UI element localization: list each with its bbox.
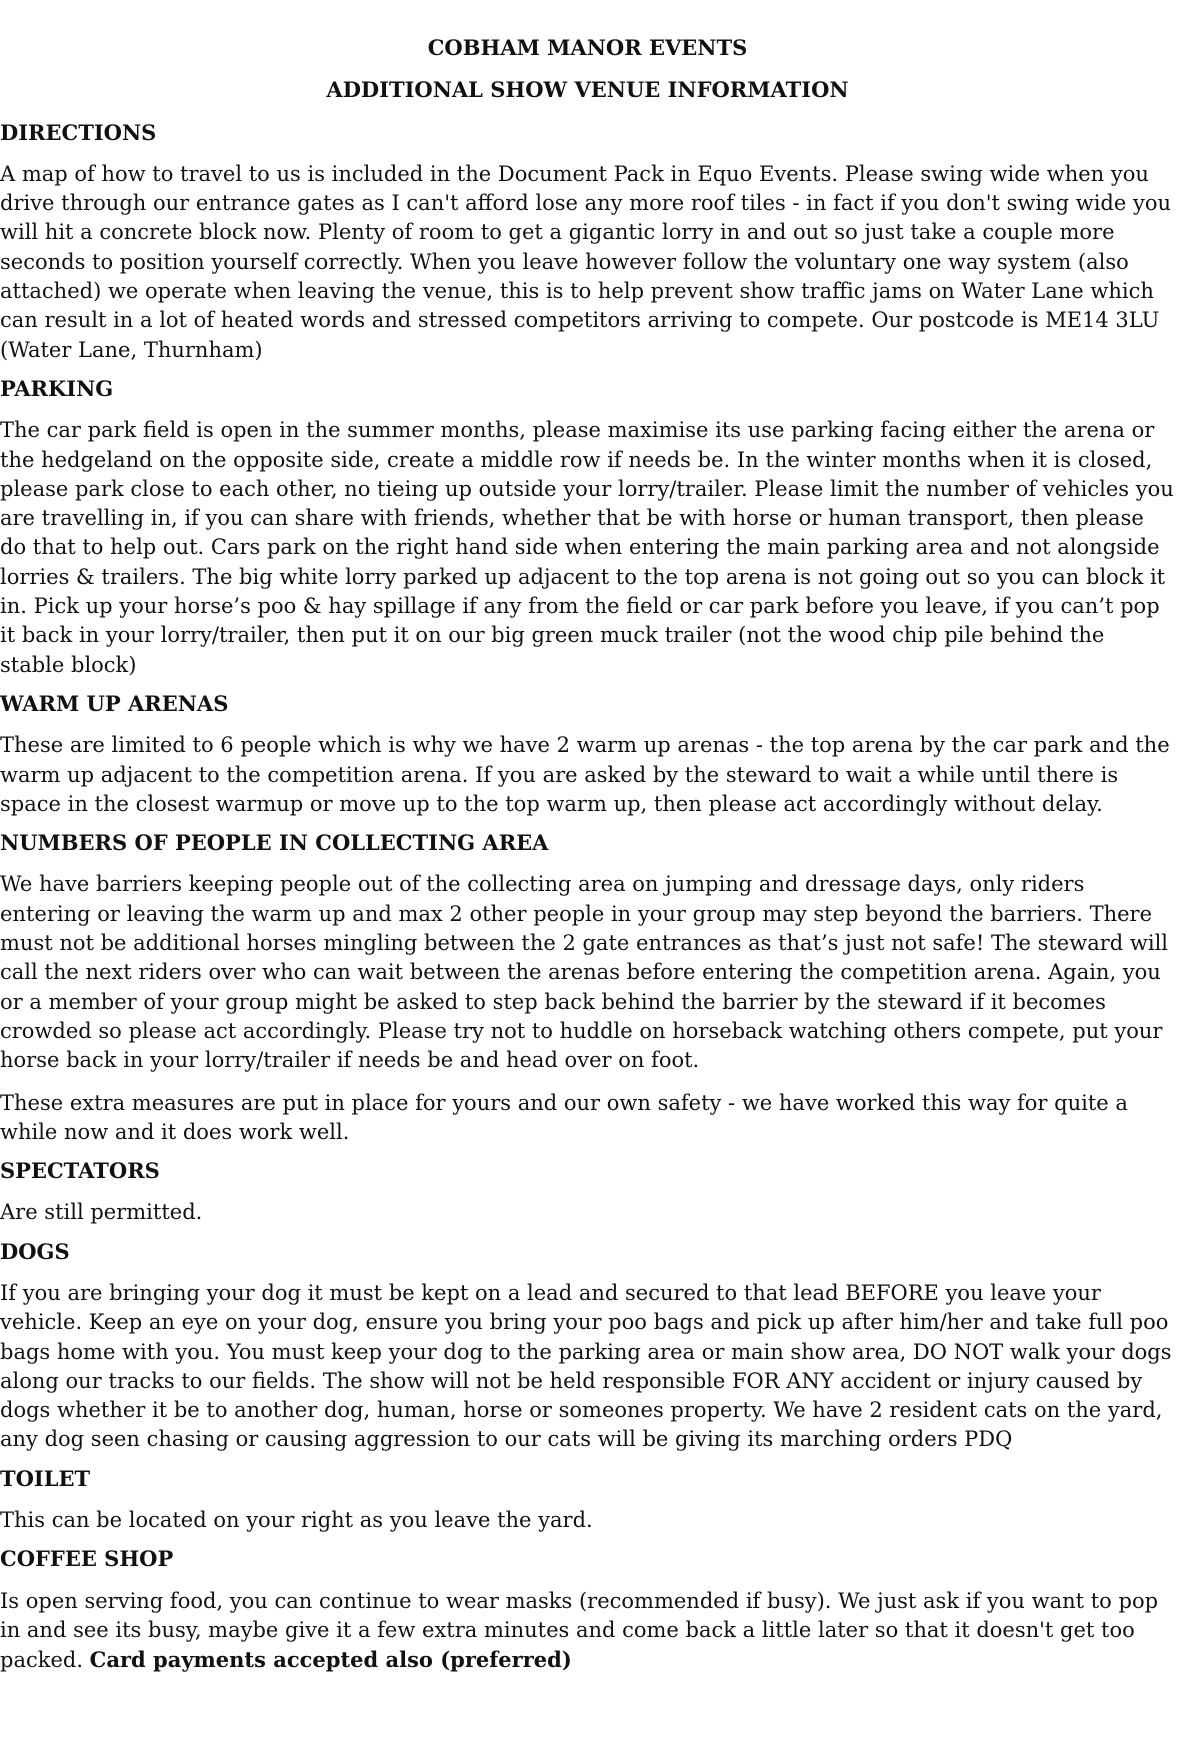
section-heading-toilet: TOILET <box>0 1465 91 1491</box>
coffee-shop-text: Is open serving food, you can continue to wear masks (recommended if busy). We just ask if you want to pop in and see its busy, maybe give it a few extra minutes and come back a little later so that it doesn't get too packed. <box>0 1588 1159 1673</box>
section-paragraph-spectators: Are still permitted. <box>0 1200 203 1225</box>
section-paragraph-dogs: If you are bringing your dog it must be kept on a lead and secured to that lead BEFORE you leave your vehicle. Keep an eye on your dog, ensure you bring your poo bags and pick up after him/her and take full poo bags home with you. You must keep your dog to the parking area or main show area, DO NOT walk your dogs along our tracks to our fields. The show will not be held responsible FOR ANY accident or injury caused by dogs whether it be to another dog, human, horse or someones property. We have 2 resident cats on the yard, any dog seen chasing or causing aggression to our cats will be giving its marching orders PDQ <box>0 1280 1172 1452</box>
card-payments-note: Card payments accepted also (preferred) <box>89 1647 572 1673</box>
section-paragraph-parking: The car park field is open in the summer months, please maximise its use parking facing either the arena or the hedgeland on the opposite side, create a middle row if needs be. In the winter months when it is closed, please park close to each other, no tieing up outside your lorry/trailer. Please limit the number of vehicles you are travelling in, if you can share with friends, whether that be with horse or human transport, then please do that to help out. Cars park on the right hand side when entering the main parking area and not alongside lorries & trailers. The big white lorry parked up adjacent to the top arena is not going out so you can block it in. Pick up your horse’s poo & hay spillage if any from the field or car park before you leave, if you can’t pop it back in your lorry/trailer, then put it on our big green muck trailer (not the wood chip pile behind the stable block) <box>0 418 1174 677</box>
section-heading-coffee-shop: COFFEE SHOP <box>0 1546 174 1572</box>
section-heading-spectators: SPECTATORS <box>0 1158 160 1184</box>
section-paragraph-directions: A map of how to travel to us is included in the Document Pack in Equo Events. Please swing wide when you drive through our entrance gates as I can't afford lose any more roof tiles - in fact if you don't swing wide you will hit a concrete block now. Plenty of room to get a gigantic lorry in and out so just take a couple more seconds to position yourself correctly. When you leave however follow the voluntary one way system (also attached) we operate when leaving the venue, this is to help prevent show traffic jams on Water Lane which can result in a lot of heated words and stressed competitors arriving to compete. Our postcode is ME14 3LU (Water Lane, Thurnham) <box>0 161 1172 362</box>
section-paragraph-toilet: This can be located on your right as you leave the yard. <box>0 1508 593 1533</box>
document-title: COBHAM MANOR EVENTS <box>427 35 748 60</box>
section-heading-dogs: DOGS <box>0 1238 70 1264</box>
section-heading-collecting-area: NUMBERS OF PEOPLE IN COLLECTING AREA <box>0 830 549 856</box>
section-heading-directions: DIRECTIONS <box>0 119 157 145</box>
section-paragraph-collecting-area: We have barriers keeping people out of the collecting area on jumping and dressage days, only riders entering or leaving the warm up and max 2 other people in your group may step beyond the barriers. There must not be additional horses mingling between the 2 gate entrances as that’s just not safe! The steward will call the next riders over who can wait between the arenas before entering the competition arena. Again, you or a member of your group might be asked to step back behind the barrier by the steward if it becomes crowded so please act accordingly. Please try not to huddle on horseback watching others compete, put your horse back in your lorry/trailer if needs be and head over on foot. <box>0 872 1169 1073</box>
section-heading-parking: PARKING <box>0 375 114 401</box>
document-subtitle: ADDITIONAL SHOW VENUE INFORMATION <box>326 77 849 103</box>
section-paragraph-warm-up-arenas: These are limited to 6 people which is why we have 2 warm up arenas - the top arena by the car park and the warm up adjacent to the competition arena. If you are asked by the steward to wait a while until there is space in the closest warmup or move up to the top warm up, then please act accordingly without delay. <box>0 733 1170 816</box>
section-paragraph-coffee-shop <box>0 1587 1175 1676</box>
section-paragraph-collecting-area-safety: These extra measures are put in place for yours and our own safety - we have worked this way for quite a while now and it does work well. <box>0 1090 1128 1144</box>
document-page <box>0 33 1175 1689</box>
section-heading-warm-up-arenas: WARM UP ARENAS <box>0 690 229 716</box>
